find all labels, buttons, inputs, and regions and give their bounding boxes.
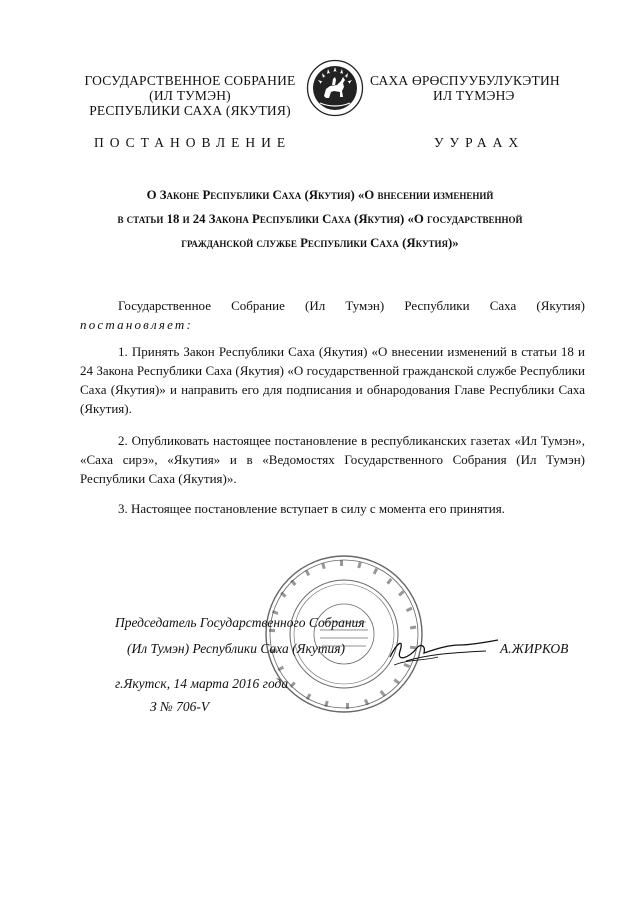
decree-intro [80,296,585,334]
doc-type-ru: ПОСТАНОВЛЕНИЕ [94,135,292,150]
title-line-3: гражданской службе Республики Саха (Якутия)» [181,236,459,250]
header-right-line-2: ИЛ ТҮМЭНЭ [433,88,515,103]
clause-2: 2. Опубликовать настоящее постановление в республиканских газетах «Ил Тумэн», «Саха сирэ», «Якутия» и в «Ведомостях Государственного Собрания (Ил Тумэн) Республики Саха (Якутия)». [80,433,585,486]
title-line-1: О Законе Республики Саха (Якутия) «О внесении изменений [146,188,494,202]
signatory-title-line-2: (Ил Тумэн) Республики Саха (Якутия) [127,641,346,656]
document-title [60,183,580,255]
doc-type-sah: УУРААХ [434,135,525,150]
republic-emblem-icon [306,59,364,117]
header-left-block [80,73,300,118]
intro-word: (Ил [305,298,326,313]
clause-3: 3. Настоящее постановление вступает в силу с момента его принятия. [118,501,505,516]
clause-1: 1. Принять Закон Республики Саха (Якутия) «О внесении изменений в статьи 18 и 24 Закона Республики Саха (Якутия) «О государственной гражданской службе Республики Саха (Якутия)» и направить его для подписания и обнародования Главе Республики Саха (Якутия). [80,344,585,416]
intro-word: Собрание [231,298,285,313]
intro-word: Государственное [118,298,211,313]
place-and-date: г.Якутск, 14 марта 2016 года [115,676,289,691]
header-left-line-2: (ИЛ ТУМЭН) [149,88,231,103]
intro-line [80,296,585,315]
intro-word: (Якутия) [536,298,585,313]
header-right-line-1: САХА ӨРӨСПУУБУЛУКЭТИН [370,73,560,88]
signatory-name: А.ЖИРКОВ [500,641,569,656]
intro-word: Саха [489,298,517,313]
title-line-2: в статьи 18 и 24 Закона Республики Саха (Якутия) «О государственной [117,212,523,226]
handwritten-signature-icon [386,631,502,671]
intro-word: Республики [404,298,470,313]
intro-word: Тумэн) [345,298,385,313]
signatory-title-line-1: Председатель Государственного Собрания [115,615,365,630]
header-left-line-3: РЕСПУБЛИКИ САХА (ЯКУТИЯ) [89,103,291,118]
header-left-line-1: ГОСУДАРСТВЕННОЕ СОБРАНИЕ [84,73,296,88]
decree-word: постановляет: [80,317,194,332]
header-right-block [370,73,585,103]
document-number: З № 706-V [150,699,210,714]
